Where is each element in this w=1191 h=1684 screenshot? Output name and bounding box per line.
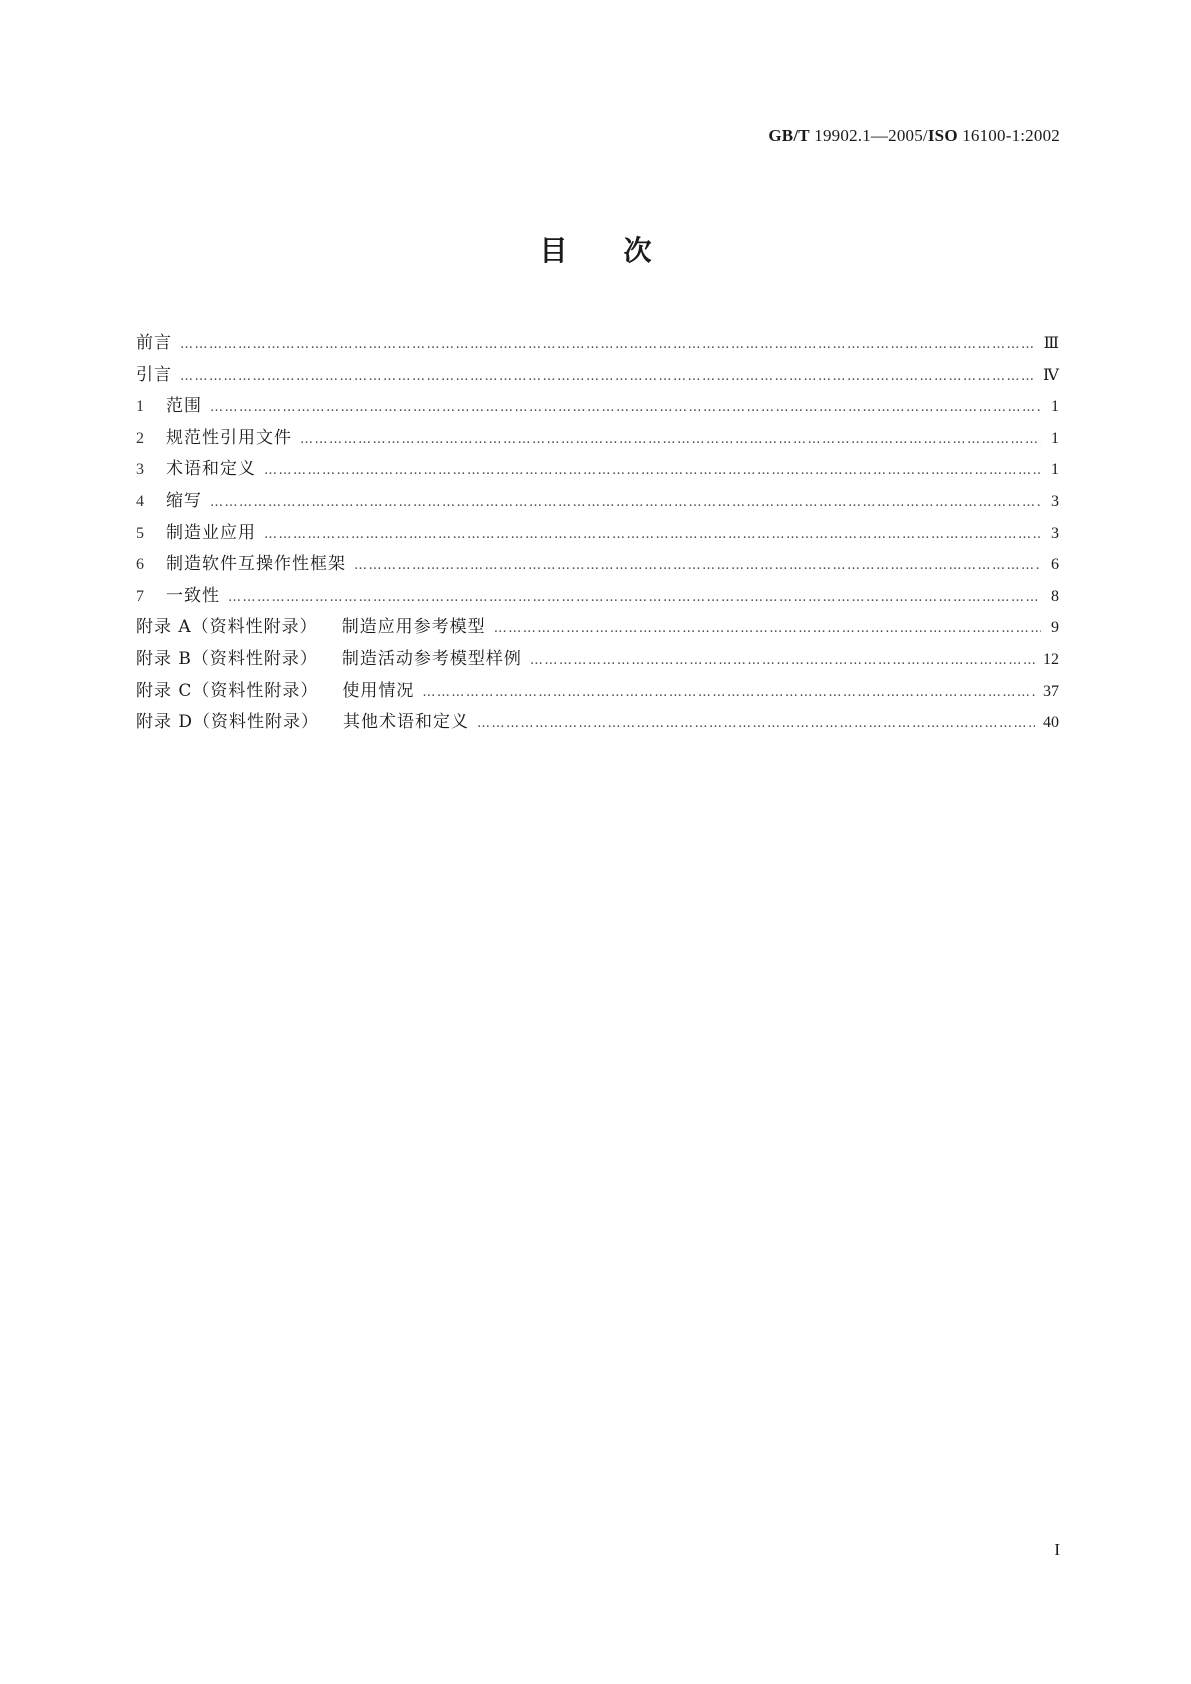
toc-entry[interactable] — [136, 612, 1059, 644]
toc-entry-label: 制造软件互操作性框架 — [166, 554, 346, 575]
toc-leader-dots — [300, 432, 1041, 447]
gb-number: 19902.1—2005/ — [814, 126, 928, 145]
toc-entry-page: 1 — [1051, 398, 1059, 416]
page-number: I — [1054, 1540, 1060, 1559]
toc-entry-label: 规范性引用文件 — [166, 427, 292, 448]
toc-entry-number: 4 — [136, 492, 144, 510]
toc-leader-dots — [264, 463, 1041, 478]
toc-leader-dots — [354, 558, 1041, 573]
page-title: 目次 — [539, 234, 708, 267]
toc-entry[interactable] — [136, 518, 1059, 550]
toc-leader-dots — [494, 621, 1041, 636]
toc-entry[interactable] — [136, 486, 1059, 518]
toc-entry[interactable] — [136, 454, 1059, 486]
toc-entry-subtitle: 制造应用参考模型 — [341, 617, 486, 638]
toc-entry-label: 术语和定义 — [166, 459, 256, 480]
toc-entry-label: 前言 — [136, 333, 172, 353]
toc-entry-page: Ⅳ — [1043, 366, 1059, 384]
toc-entry-page: 9 — [1051, 619, 1059, 637]
toc-entry[interactable] — [136, 644, 1059, 676]
toc-entry-subtitle: 制造活动参考模型样例 — [341, 648, 522, 669]
toc-entry[interactable] — [136, 360, 1059, 392]
toc-leader-dots — [264, 527, 1041, 542]
toc-entry-label: 附录 B（资料性附录） — [136, 648, 318, 669]
toc-entry-page: Ⅲ — [1043, 335, 1059, 352]
toc-leader-dots — [477, 716, 1035, 731]
toc-entry-label: 缩写 — [166, 490, 202, 511]
toc-entry-label: 引言 — [136, 364, 172, 385]
toc-leader-dots — [210, 400, 1041, 415]
toc-leader-dots — [422, 685, 1035, 700]
toc-entry[interactable] — [136, 423, 1059, 455]
toc-entry-page: 3 — [1051, 524, 1059, 542]
toc-entry-label: 制造业应用 — [166, 522, 256, 543]
iso-number: 16100-1:2002 — [962, 126, 1060, 145]
toc-entry-subtitle: 其他术语和定义 — [343, 712, 470, 733]
toc-entry-page: 8 — [1051, 587, 1059, 605]
toc-leader-dots — [210, 495, 1041, 510]
toc-entry-number: 7 — [136, 587, 144, 605]
toc-entry[interactable] — [136, 328, 1059, 360]
toc-entry-page: 37 — [1043, 682, 1059, 700]
toc-entry-number: 2 — [136, 429, 144, 447]
toc-entry-label: 一致性 — [166, 585, 220, 606]
toc-entry-page: 6 — [1051, 556, 1059, 574]
toc-entry-page: 3 — [1051, 492, 1059, 510]
toc-leader-dots — [180, 369, 1035, 384]
toc-entry-page: 12 — [1043, 650, 1059, 668]
standard-code — [768, 126, 1060, 146]
toc-entry-number: 1 — [136, 398, 144, 416]
table-of-contents — [136, 328, 1059, 739]
toc-leader-dots — [180, 337, 1036, 352]
toc-entry[interactable] — [136, 707, 1059, 739]
toc-entry-page: 1 — [1051, 429, 1059, 447]
toc-entry-number: 3 — [136, 461, 144, 479]
toc-entry-page: 1 — [1051, 461, 1059, 479]
iso-prefix: ISO — [927, 126, 958, 145]
toc-entry[interactable] — [136, 391, 1059, 423]
gb-prefix: GB/T — [768, 126, 810, 145]
toc-entry-number: 6 — [136, 556, 144, 574]
toc-entry[interactable] — [136, 549, 1059, 581]
toc-entry[interactable] — [136, 676, 1059, 708]
toc-entry-label: 附录 C（资料性附录） — [136, 680, 319, 701]
toc-entry-label: 范围 — [166, 396, 202, 417]
toc-leader-dots — [228, 590, 1041, 605]
toc-entry[interactable] — [136, 581, 1059, 613]
toc-entry-page: 40 — [1043, 714, 1059, 732]
toc-entry-label: 附录 A（资料性附录） — [136, 617, 318, 638]
toc-entry-subtitle: 使用情况 — [342, 680, 415, 701]
toc-entry-number: 5 — [136, 524, 144, 542]
toc-leader-dots — [530, 653, 1035, 668]
toc-entry-label: 附录 D（资料性附录） — [136, 712, 320, 733]
